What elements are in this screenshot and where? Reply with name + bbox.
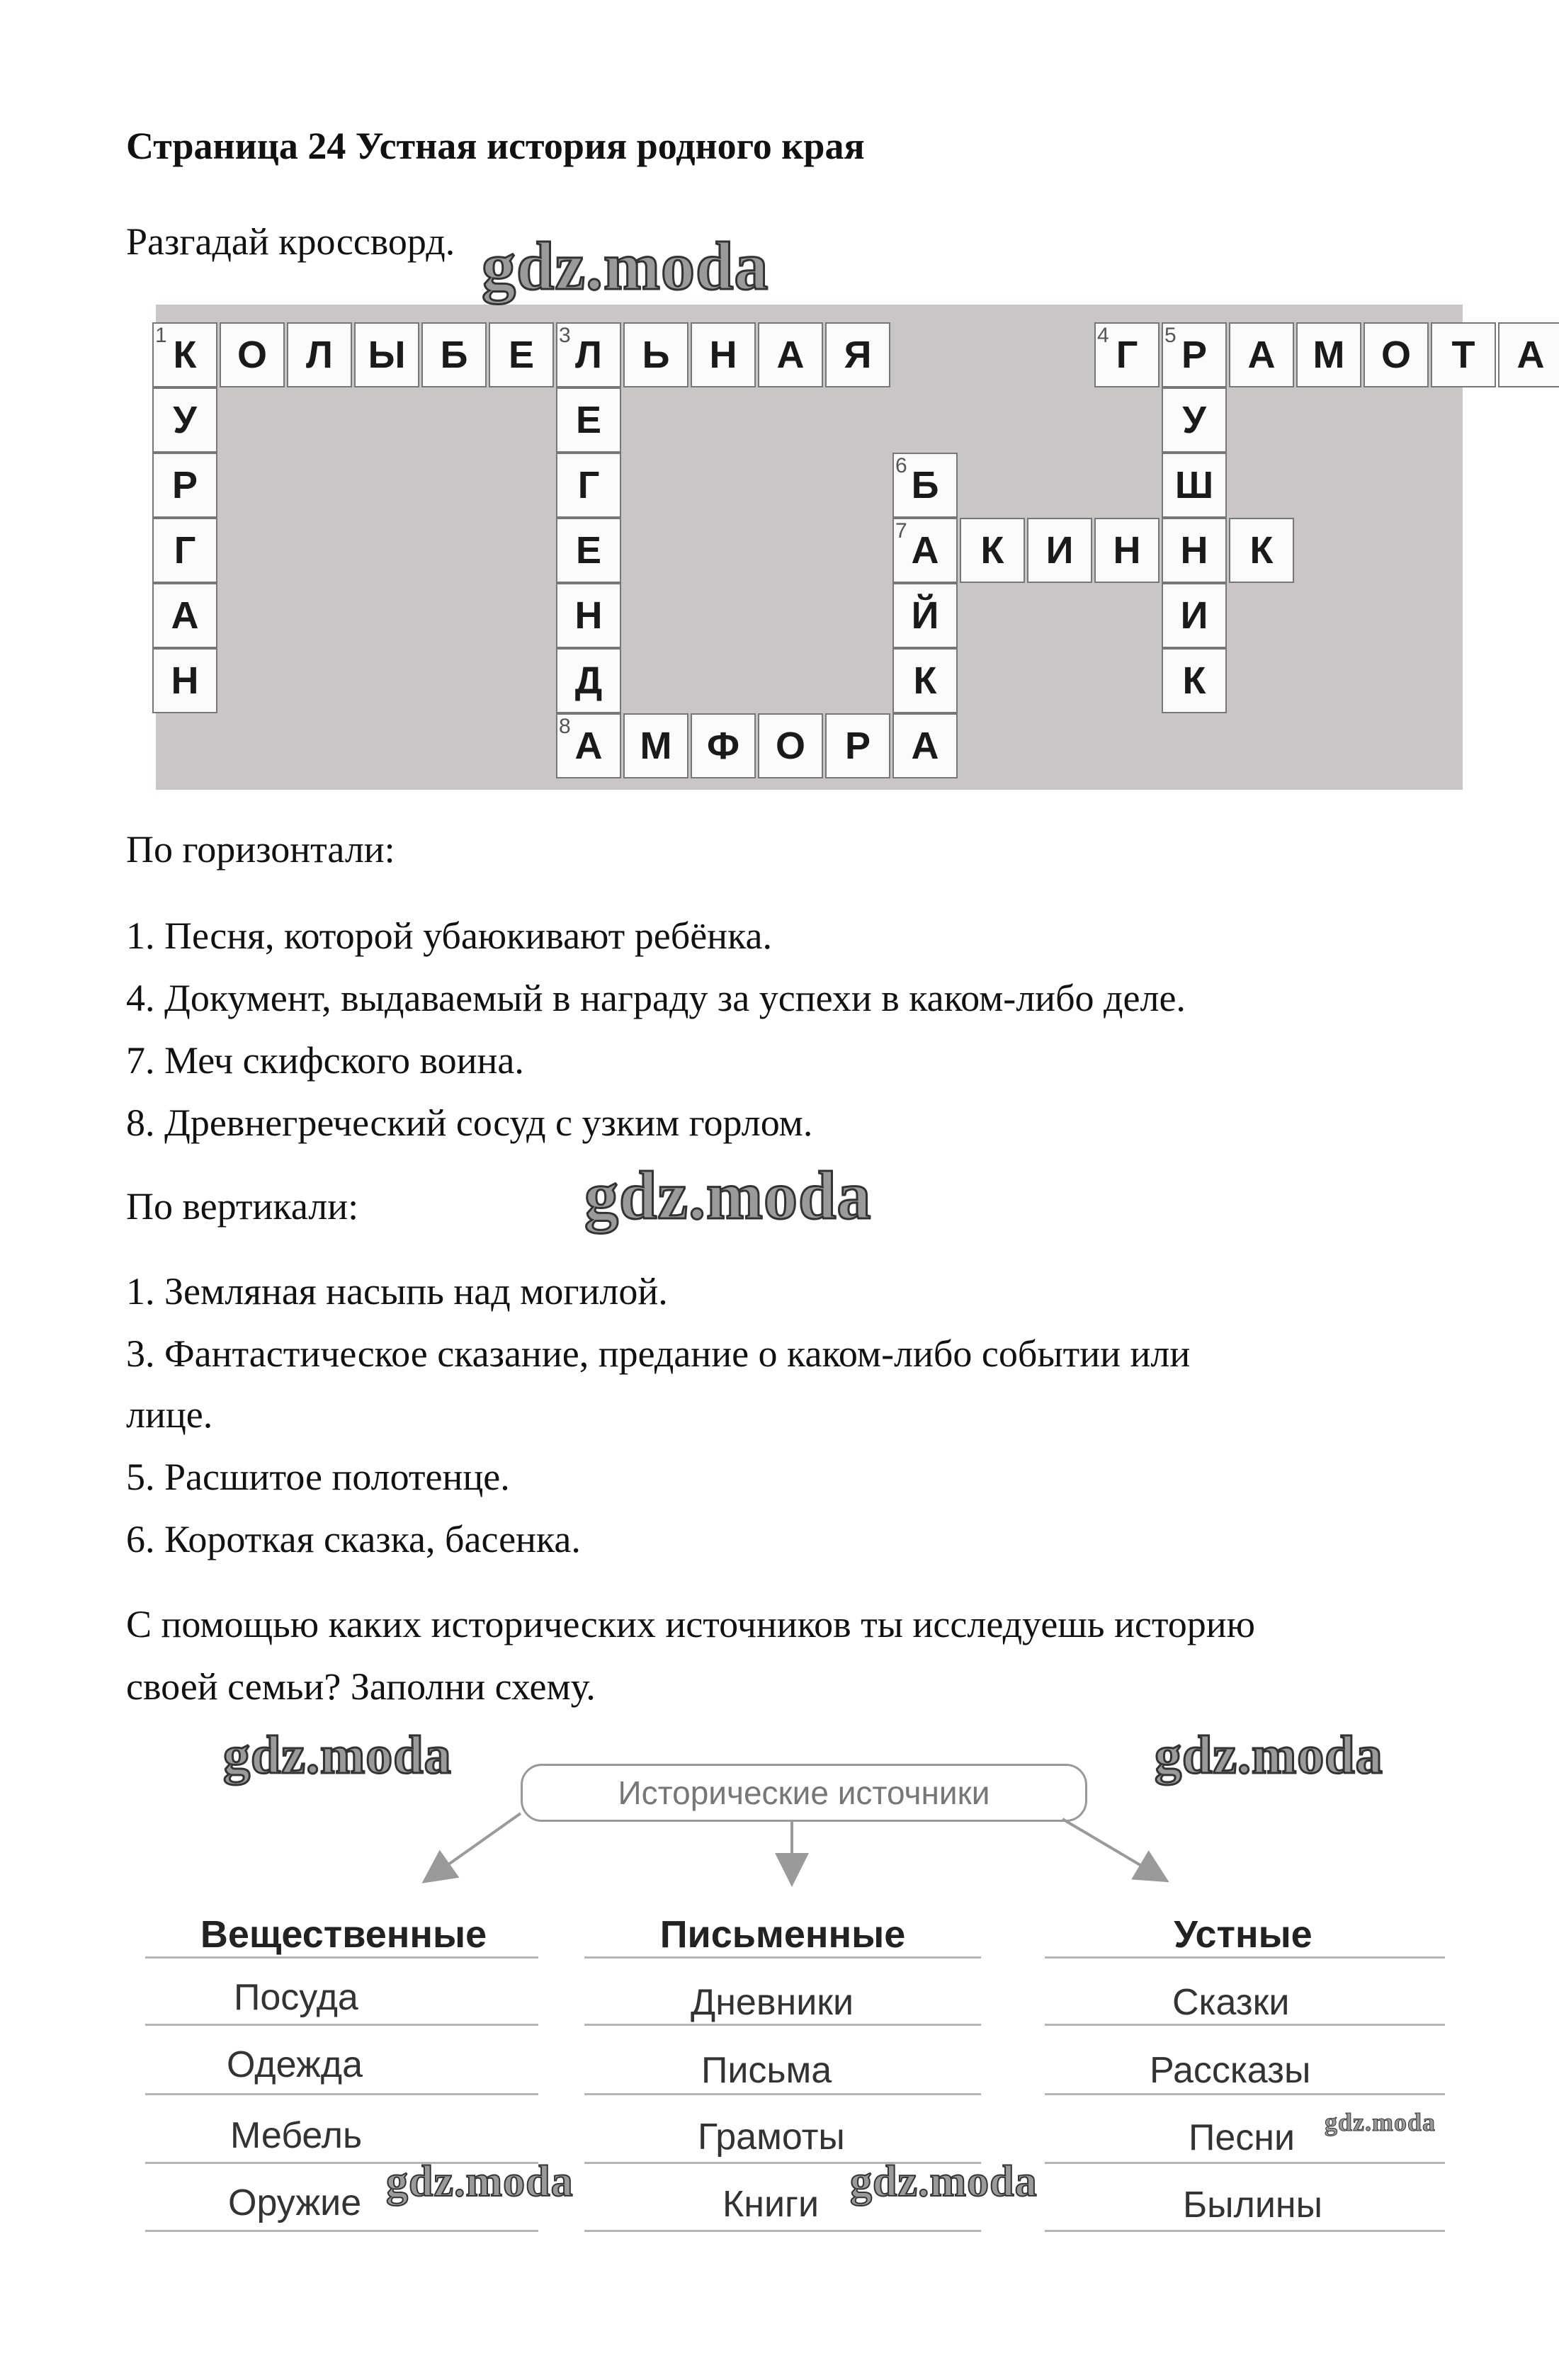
page-title: Страница 24 Устная история родного края bbox=[126, 125, 865, 167]
crossword-cell: А bbox=[758, 322, 823, 387]
watermark: gdz.moda bbox=[850, 2158, 1038, 2206]
answer-line bbox=[1045, 2162, 1445, 2164]
crossword-clue-number: 5 bbox=[1164, 324, 1177, 347]
crossword-cell: У bbox=[1162, 387, 1227, 453]
oral-item: Рассказы bbox=[1150, 2050, 1311, 2091]
crossword-cell: Л bbox=[556, 322, 621, 387]
diagram-root-box: Исторические источники bbox=[521, 1764, 1087, 1822]
task-crossword-instruction: Разгадай кроссворд. bbox=[126, 220, 455, 263]
crossword-cell: У bbox=[152, 387, 217, 453]
oral-item: Песни bbox=[1189, 2117, 1296, 2158]
arrow-left bbox=[436, 1813, 521, 1874]
watermark: gdz.moda bbox=[1155, 1726, 1383, 1785]
watermark: gdz.moda bbox=[584, 1157, 872, 1233]
vertical-heading: По вертикали: bbox=[126, 1185, 359, 1228]
crossword-cell: А bbox=[1229, 322, 1294, 387]
crossword-cell: Г bbox=[152, 518, 217, 583]
horizontal-clue-7: 7. Меч скифского воина. bbox=[126, 1039, 524, 1082]
horizontal-clue-1: 1. Песня, которой убаюкивают ребёнка. bbox=[126, 914, 772, 957]
crossword-cell: Й bbox=[892, 583, 958, 648]
crossword-cell: Д bbox=[556, 648, 621, 713]
written-item: Дневники bbox=[691, 1982, 854, 2023]
material-item: Мебель bbox=[230, 2115, 363, 2156]
crossword-cell: К bbox=[1162, 648, 1227, 713]
crossword-cell: Н bbox=[152, 648, 217, 713]
crossword-clue-number: 6 bbox=[895, 454, 907, 477]
answer-line bbox=[1045, 2024, 1445, 2026]
oral-item: Былины bbox=[1183, 2184, 1322, 2226]
vertical-clue-1: 1. Земляная насыпь над могилой. bbox=[126, 1270, 668, 1313]
horizontal-heading: По горизонтали: bbox=[126, 828, 395, 871]
answer-line bbox=[584, 2230, 981, 2232]
answer-line bbox=[584, 2093, 981, 2095]
crossword-cell: Р bbox=[825, 713, 890, 778]
crossword-cell: А bbox=[892, 518, 958, 583]
crossword-cell: Н bbox=[556, 583, 621, 648]
answer-line bbox=[145, 2024, 538, 2026]
crossword-cell: Л bbox=[287, 322, 352, 387]
task-diagram-line-2: своей семьи? Заполни схему. bbox=[126, 1665, 596, 1708]
crossword-cell: К bbox=[1229, 518, 1294, 583]
crossword-cell: Н bbox=[1094, 518, 1160, 583]
crossword-cell: Я bbox=[825, 322, 890, 387]
answer-line bbox=[1045, 2093, 1445, 2095]
answer-line bbox=[145, 2230, 538, 2232]
crossword-cell: Ф bbox=[691, 713, 756, 778]
crossword-cell: К bbox=[892, 648, 958, 713]
answer-line bbox=[145, 1956, 538, 1959]
crossword-cell: А bbox=[1498, 322, 1559, 387]
watermark: gdz.moda bbox=[386, 2158, 574, 2206]
vertical-clue-6: 6. Короткая сказка, басенка. bbox=[126, 1518, 581, 1560]
watermark: gdz.moda bbox=[482, 228, 769, 304]
crossword-cell: Ь bbox=[623, 322, 688, 387]
vertical-clue-3-cont: лице. bbox=[126, 1393, 213, 1436]
horizontal-clue-4: 4. Документ, выдаваемый в награду за успехи в каком-либо деле. bbox=[126, 977, 1186, 1019]
crossword-cell: И bbox=[1027, 518, 1092, 583]
crossword-cell: А bbox=[556, 713, 621, 778]
crossword-cell: А bbox=[152, 583, 217, 648]
crossword-clue-number: 1 bbox=[155, 324, 167, 347]
oral-item: Сказки bbox=[1172, 1982, 1290, 2023]
crossword-cell: Н bbox=[691, 322, 756, 387]
material-item: Посуда bbox=[234, 1977, 358, 2018]
crossword-cell: А bbox=[892, 713, 958, 778]
crossword-clue-number: 3 bbox=[559, 324, 571, 347]
crossword-cell: К bbox=[960, 518, 1025, 583]
crossword-cell: О bbox=[1364, 322, 1429, 387]
column-heading-material: Вещественные bbox=[200, 1913, 487, 1956]
watermark: gdz.moda bbox=[1325, 2108, 1436, 2136]
crossword-clue-number: 7 bbox=[895, 519, 907, 543]
watermark: gdz.moda bbox=[223, 1726, 452, 1785]
crossword-cell: Б bbox=[421, 322, 487, 387]
vertical-clue-3: 3. Фантастическое сказание, предание о каком-либо событии или bbox=[126, 1332, 1191, 1375]
crossword-cell: М bbox=[623, 713, 688, 778]
crossword-cell: Н bbox=[1162, 518, 1227, 583]
crossword-clue-number: 4 bbox=[1097, 324, 1109, 347]
crossword-cell: Г bbox=[556, 453, 621, 518]
vertical-clue-5: 5. Расшитое полотенце. bbox=[126, 1456, 510, 1498]
answer-line bbox=[584, 2024, 981, 2026]
material-item: Одежда bbox=[227, 2044, 363, 2085]
crossword-cell: Ш bbox=[1162, 453, 1227, 518]
crossword-cell: М bbox=[1296, 322, 1361, 387]
task-diagram-line-1: С помощью каких исторических источников ты исследуешь историю bbox=[126, 1603, 1256, 1645]
written-item: Грамоты bbox=[698, 2116, 845, 2158]
column-heading-oral: Устные bbox=[1174, 1913, 1313, 1956]
crossword-cell: Е bbox=[489, 322, 554, 387]
written-item: Книги bbox=[722, 2184, 820, 2225]
arrow-right bbox=[1062, 1819, 1155, 1874]
crossword-cell: Е bbox=[556, 518, 621, 583]
crossword-cell: Р bbox=[152, 453, 217, 518]
answer-line bbox=[1045, 1956, 1445, 1959]
crossword-cell: Т bbox=[1431, 322, 1496, 387]
crossword-cell: К bbox=[152, 322, 217, 387]
crossword-cell: И bbox=[1162, 583, 1227, 648]
answer-line bbox=[145, 2093, 538, 2095]
crossword-cell: Г bbox=[1094, 322, 1160, 387]
answer-line bbox=[1045, 2230, 1445, 2232]
crossword-cell: О bbox=[758, 713, 823, 778]
column-heading-written: Письменные bbox=[659, 1913, 906, 1956]
crossword-cell: О bbox=[220, 322, 285, 387]
crossword-cell: Ы bbox=[354, 322, 419, 387]
answer-line bbox=[584, 1956, 981, 1959]
crossword-cell: Р bbox=[1162, 322, 1227, 387]
crossword-cell: Е bbox=[556, 387, 621, 453]
crossword-clue-number: 8 bbox=[559, 715, 571, 738]
crossword-cell: Б bbox=[892, 453, 958, 518]
material-item: Оружие bbox=[228, 2182, 362, 2223]
written-item: Письма bbox=[701, 2050, 832, 2091]
horizontal-clue-8: 8. Древнегреческий сосуд с узким горлом. bbox=[126, 1101, 813, 1144]
